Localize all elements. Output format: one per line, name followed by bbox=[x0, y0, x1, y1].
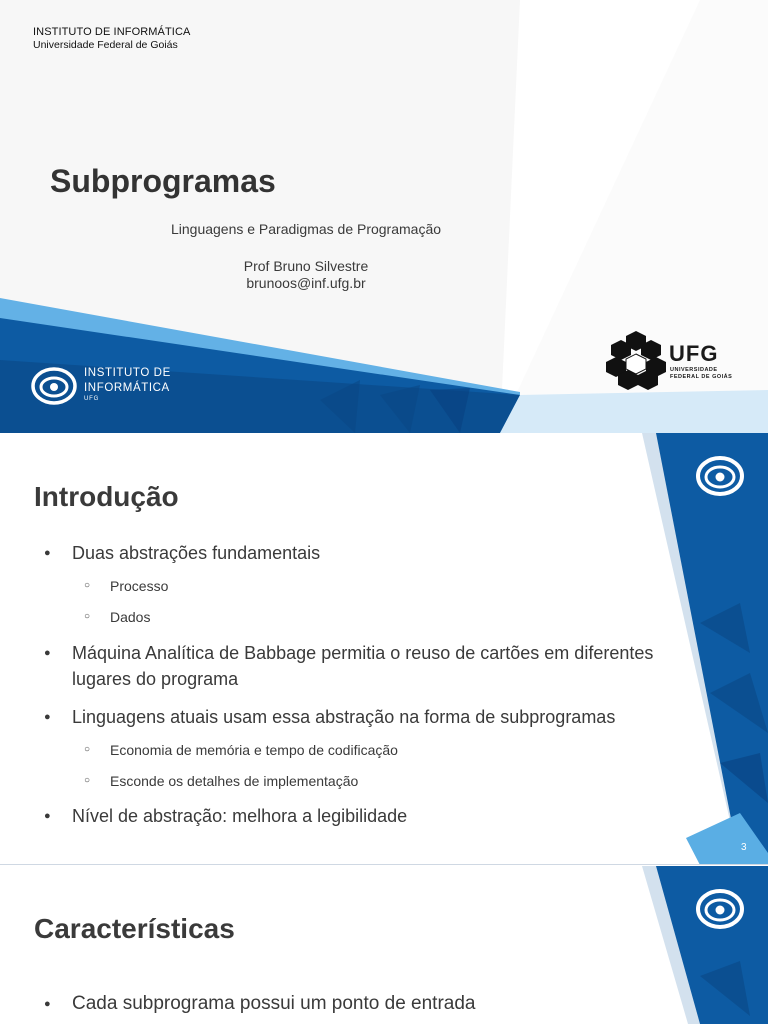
presentation-title: Subprogramas bbox=[50, 163, 276, 199]
institute-logo-icon bbox=[694, 452, 746, 500]
ufg-logo-sub1: UNIVERSIDADE bbox=[670, 367, 718, 373]
ufg-logo-name: UFG bbox=[669, 341, 719, 366]
page-number: 3 bbox=[741, 842, 747, 853]
list-item: ○ Processo bbox=[110, 577, 168, 595]
institute-name: INSTITUTO DE INFORMÁTICA bbox=[33, 26, 191, 38]
list-item: ● Nível de abstração: melhora a legibilidade bbox=[72, 803, 662, 829]
list-item: ● Linguagens atuais usam essa abstração na forma de subprogramas bbox=[72, 704, 662, 730]
course-subtitle: Linguagens e Paradigmas de Programação bbox=[170, 221, 442, 237]
institute-logo-sub: UFG bbox=[84, 396, 100, 402]
institute-logo-text: INSTITUTO DE INFORMÁTICA bbox=[84, 367, 171, 394]
ufg-logo-icon bbox=[606, 330, 666, 392]
title-slide bbox=[0, 0, 768, 433]
list-item: ● Duas abstrações fundamentais bbox=[72, 540, 662, 566]
slide-title: Características bbox=[34, 913, 235, 944]
university-name: Universidade Federal de Goiás bbox=[33, 39, 178, 51]
characteristics-slide bbox=[0, 866, 768, 1024]
list-item: ○ Economia de memória e tempo de codificação bbox=[110, 741, 398, 759]
list-item: ● Máquina Analítica de Babbage permitia o reuso de cartões em diferentes lugares do programa bbox=[72, 640, 662, 692]
list-item: ○ Esconde os detalhes de implementação bbox=[110, 772, 358, 790]
list-item: ○ Dados bbox=[110, 608, 150, 626]
intro-slide bbox=[0, 433, 768, 865]
institute-logo-icon bbox=[694, 885, 746, 933]
author-name: Prof Bruno Silvestre bbox=[243, 258, 369, 274]
list-item: ● Cada subprograma possui um ponto de entrada bbox=[72, 991, 662, 1017]
slide-title: Introdução bbox=[34, 481, 179, 512]
institute-logo-icon bbox=[30, 363, 78, 409]
ufg-logo-sub2: FEDERAL DE GOIÁS bbox=[670, 374, 733, 380]
author-email[interactable]: brunoos@inf.ufg.br bbox=[246, 275, 366, 291]
